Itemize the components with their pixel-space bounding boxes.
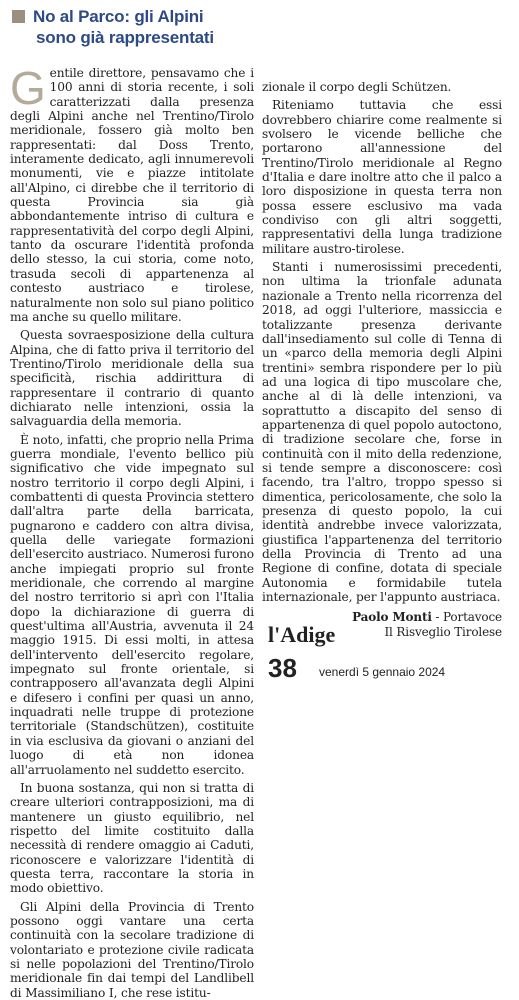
paragraph-2: Questa sovraesposizione della cultura Alpina, che di fatto priva il territorio del Trentino/Tirolo meridionale della sua specificità, rischia addirittura di rappresentare il contrario di quanto dichiarato nelle intenzioni, ossia la salvaguardia della memoria.: [10, 328, 254, 429]
headline-line-2: sono già rappresentati: [36, 28, 214, 47]
paragraph-1-text: entile direttore, pensavamo che i 100 anni di storia recente, i soli caratterizzati dalla presenza degli Alpini anche nel Trentino/Tirolo meridionale, fossero già molto ben rappresentati: dal Doss Trento, interamente dedicato, agli innumerevoli monumenti, vie e piazze intitolate all'Alpino, ci direbbe che il territorio di questa Provincia sia già abbondantemente intriso di cultura e rappresentatività del corpo degli Alpini, tanto da oscurare l'identità profonda dello stesso, la cui storia, come noto, trasuda secoli di appartenenza al contesto austriaco e tirolese, naturalmente non solo sul piano politico ma anche su quello militare.: [10, 66, 254, 324]
author-role: - Portavoce: [431, 610, 502, 625]
author-name: Paolo Monti: [352, 610, 432, 625]
paragraph-1: [10, 62, 254, 324]
page-date: venerdì 5 gennaio 2024: [319, 665, 446, 679]
page-number: 38: [268, 653, 297, 683]
paragraph-6: Riteniamo tuttavia che essi dovrebbero chiarire come realmente si svolsero le vicende belliche che portarono all'annessione del Trentino/Tirolo meridionale al Regno d'Italia e dare inoltre atto che il palco a loro disposizione in questa terra non possa essere esclusivo ma vada condiviso con gli altri soggetti, rappresentativi della lunga tradizione militare austro-tirolese.: [262, 98, 502, 256]
paragraph-5: Gli Alpini della Provincia di Trento possono oggi vantare una certa continuità con la secolare tradizione di volontariato e protezione civile radicata si nelle popolazioni del Trentino/Tirolo meridionale fin dai tempi del Landlibell di Massimiliano I, che rese istitu-: [10, 899, 254, 1000]
paragraph-4: In buona sostanza, qui non si tratta di creare ulteriori contrapposizioni, ma di mantenere un giusto equilibrio, nel rispetto del limite costituito dalla necessità di rendere omaggio ai Caduti, riconoscere e valorizzare l'identità di questa terra, raccontare la storia in modo obiettivo.: [10, 780, 254, 896]
newspaper-name: l'Adige: [268, 622, 336, 647]
article-column-2: [262, 80, 502, 640]
paragraph-7: Stanti i numerosissimi precedenti, non ultima la trionfale adunata nazionale a Trento nella ricorrenza del 2018, ad oggi l'ulteriore, massiccia e totalizzante presenza derivante dall'insediamento sul colle di Tenna di un «parco della memoria degli Alpini trentini» sembra rispondere per lo più ad una logica di tipo muscolare che, anche al di là delle intenzioni, va soprattutto a discapito del senso di appartenenza di quel popolo autoctono, di tradizione secolare che, forse in continuità con il mito della redenzione, si tende sempre a disconoscere: così facendo, tra l'altro, troppo spesso si dimentica, pericolosamente, che solo la presenza di questo popolo, la cui identità andrebbe invece valorizzata, giustifica l'appartenenza del territorio della Provincia di Trento ad una Regione di confine, dotata di speciale Autonomia e formidabile tutela internazionale, per l'appunto austriaca.: [262, 260, 502, 605]
headline-square-icon: [12, 10, 25, 23]
author-organization: Il Risveglio Tirolese: [384, 625, 502, 640]
paragraph-5-continued: zionale il corpo degli Schützen.: [262, 80, 452, 94]
article-headline: [12, 6, 512, 48]
article-column-1: [10, 62, 254, 1000]
headline-line-1: No al Parco: gli Alpini: [33, 7, 204, 26]
paragraph-3: È noto, infatti, che proprio nella Prima guerra mondiale, l'evento bellico più significativo che vide impegnato sul nostro territorio il corpo degli Alpini, i combattenti di questa Provincia stettero dall'altra parte della barricata, pugnarono e caddero con altra divisa, quella delle variegate formazioni dell'esercito austriaco. Numerosi furono anche impiegati proprio sul fronte meridionale, che correndo al margine del nostro territorio si aprì con l'Italia dopo la dichiarazione di guerra di quest'ultima all'Austria, avvenuta il 24 maggio 1915. Di essi molti, in attesa dell'intervento dell'esercito regolare, impegnato sul fronte orientale, si contrapposero all'avanzata degli Alpini e difesero i confini per quasi un anno, inquadrati nelle truppe di protezione territoriale (Standschützen), costituite in via esclusiva da giovani o anziani del luogo di età non idonea all'arruolamento nel suddetto esercito.: [10, 432, 254, 777]
drop-cap: G: [10, 62, 46, 114]
